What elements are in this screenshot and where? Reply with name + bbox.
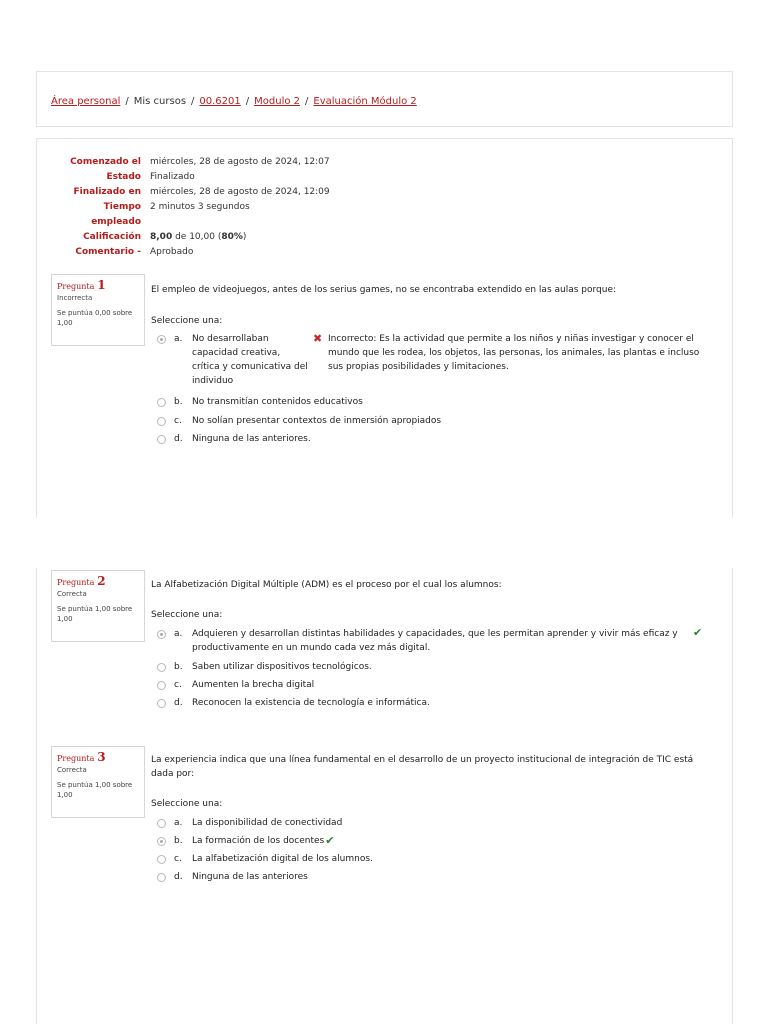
summary-row-state: Estado Finalizado <box>106 172 195 182</box>
summary-row-time: Tiempo empleado 2 minutos 3 segundos <box>91 202 250 227</box>
question-state: Correcta <box>57 766 87 774</box>
answer-option[interactable]: d. Reconocen la existencia de tecnología e informática. <box>157 696 430 710</box>
answer-option[interactable]: a. No desarrollaban capacidad creativa, crítica y comunicativa del individuo <box>157 332 310 388</box>
question-grade: Se puntúa 1,00 sobre 1,00 <box>57 781 133 799</box>
breadcrumb-container <box>36 71 733 127</box>
radio-button[interactable] <box>157 630 166 639</box>
breadcrumb-item-mis-cursos: Mis cursos <box>133 96 187 107</box>
radio-button[interactable] <box>157 398 166 407</box>
radio-button[interactable] <box>157 819 166 828</box>
correct-check-icon: ✔ <box>693 626 703 639</box>
breadcrumb-separator: / <box>305 96 309 107</box>
radio-button[interactable] <box>157 663 166 672</box>
question-info-3: Pregunta 3 Correcta Se puntúa 1,00 sobre 1,00 <box>51 746 145 818</box>
attempt-panel-top <box>36 138 733 518</box>
question-text: La experiencia indica que una línea fundamental en el desarrollo de un proyecto institucional de integración de TIC está dada por: <box>151 755 694 779</box>
question-info-2: Pregunta 2 Correcta Se puntúa 1,00 sobre 1,00 <box>51 570 145 642</box>
answer-option[interactable]: a. Adquieren y desarrollan distintas habilidades y capacidades, que les permitan aprender y vivir más eficaz y productivamente en un mundo cada vez más digital. <box>157 627 682 655</box>
breadcrumb-separator: / <box>245 96 250 107</box>
answer-option[interactable]: a. La disponibilidad de conectividad <box>157 816 342 830</box>
answer-option[interactable]: b. Saben utilizar dispositivos tecnológicos. <box>157 660 372 674</box>
breadcrumb-link-course[interactable]: 00.6201 <box>199 96 241 107</box>
breadcrumb-link-area-personal[interactable]: Área personal <box>51 96 121 107</box>
radio-button[interactable] <box>157 435 166 444</box>
answer-prompt: Seleccione una: <box>151 610 223 620</box>
question-state: Correcta <box>57 590 87 598</box>
breadcrumb-separator: / <box>125 96 129 107</box>
radio-button[interactable] <box>157 855 166 864</box>
answer-option[interactable]: d. Ninguna de las anteriores <box>157 870 308 884</box>
answer-option[interactable]: c. No solían presentar contextos de inmersión apropiados <box>157 414 441 428</box>
question-info-1: Pregunta 1 Incorrecta Se puntúa 0,00 sobre 1,00 <box>51 274 145 346</box>
answer-option[interactable]: c. La alfabetización digital de los alumnos. <box>157 852 373 866</box>
answer-option[interactable]: b. La formación de los docentes ✔ <box>157 834 334 848</box>
question-text: La Alfabetización Digital Múltiple (ADM) es el proceso por el cual los alumnos: <box>151 580 502 590</box>
incorrect-icon: ✖ <box>313 332 323 345</box>
summary-row-finished: Finalizado en miércoles, 28 de agosto de 2024, 12:09 <box>73 187 330 197</box>
correct-check-icon: ✔ <box>325 834 335 847</box>
answer-prompt: Seleccione una: <box>151 799 223 809</box>
attempt-summary <box>37 155 330 260</box>
breadcrumb-link-modulo[interactable]: Modulo 2 <box>254 96 301 107</box>
radio-button[interactable] <box>157 699 166 708</box>
question-grade: Se puntúa 0,00 sobre 1,00 <box>57 309 133 327</box>
breadcrumb-separator: / <box>191 96 195 107</box>
answer-option[interactable]: d. Ninguna de las anteriores. <box>157 432 311 446</box>
radio-button[interactable] <box>157 681 166 690</box>
radio-button[interactable] <box>157 873 166 882</box>
radio-button[interactable] <box>157 335 166 344</box>
answer-option[interactable]: c. Aumenten la brecha digital <box>157 678 314 692</box>
summary-row-grade: Calificación 8,00 de 10,00 (80%) <box>83 232 247 242</box>
breadcrumb-link-evaluacion[interactable]: Evaluación Módulo 2 <box>313 96 417 107</box>
radio-button[interactable] <box>157 417 166 426</box>
summary-row-comment: Comentario - Aprobado <box>75 247 194 257</box>
radio-button[interactable] <box>157 837 166 846</box>
breadcrumb <box>51 96 417 107</box>
question-state: Incorrecta <box>57 294 93 302</box>
summary-row-started: Comenzado el miércoles, 28 de agosto de 2024, 12:07 <box>70 157 330 167</box>
attempt-panel-bottom <box>36 568 733 1024</box>
question-grade: Se puntúa 1,00 sobre 1,00 <box>57 605 133 623</box>
answer-feedback: Incorrecto: Es la actividad que permite a los niños y niñas investigar y conocer el mundo que les rodea, los objetos, las personas, los animales, las plantas e incluso sus propias posibilidades y limitaciones. <box>328 334 700 372</box>
answer-prompt: Seleccione una: <box>151 316 223 326</box>
answer-option[interactable]: b. No transmitían contenidos educativos <box>157 395 363 409</box>
question-text: El empleo de videojuegos, antes de los serius games, no se encontraba extendido en las aulas porque: <box>151 285 617 295</box>
